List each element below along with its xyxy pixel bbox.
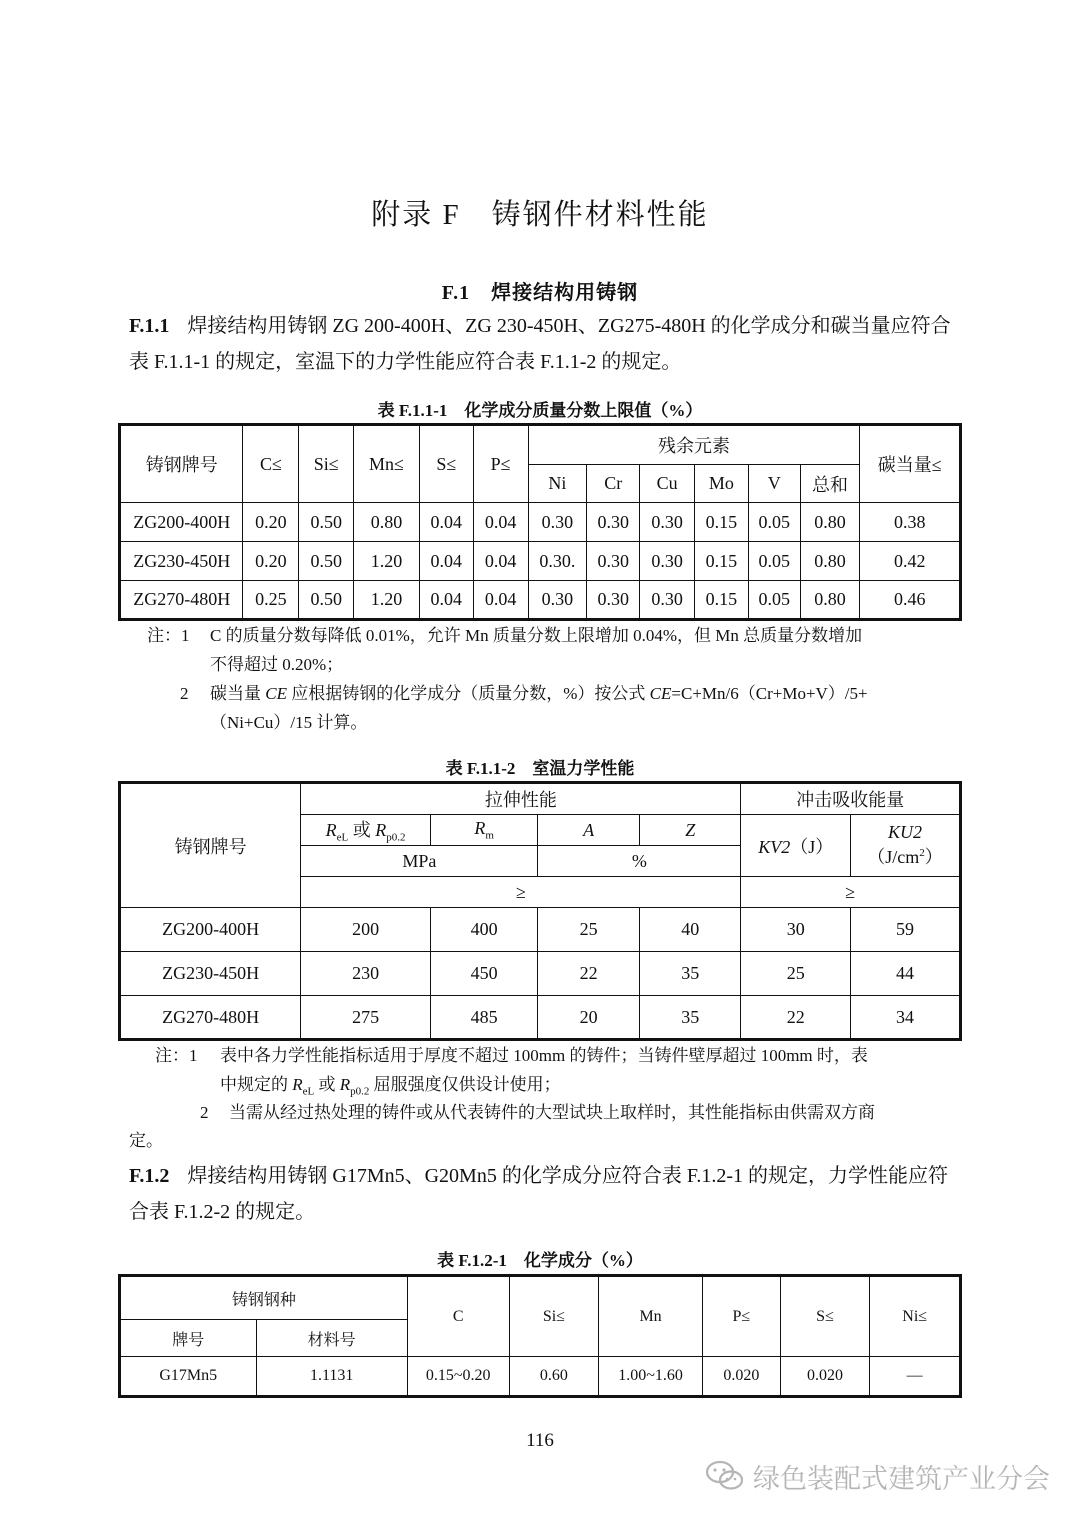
cell: 0.15 [694,581,748,620]
note-text: 应根据铸钢的化学成分（质量分数，%）按公式 [286,684,650,703]
ku2-unit: （J/cm [867,847,920,867]
r-symbol: R [339,1075,351,1094]
cell: 0.15 [694,503,748,542]
cell: 0.15 [694,542,748,581]
note-1-line-1: 表中各力学性能指标适用于厚度不超过 100mm 的铸件；当铸件壁厚超过 100mm 时，表 [220,1046,868,1065]
kv2-symbol: KV2 [758,836,791,857]
header-ni: Ni [528,465,587,503]
table-row [120,952,961,996]
table-caption: 表 F.1.1-1 化学成分质量分数上限值（%） [377,401,703,420]
note-2-line-2: （Ni+Cu）/15 计算。 [210,713,368,732]
cell: 0.05 [748,581,800,620]
header-kv2 [741,815,851,877]
header-a [538,815,640,846]
cell: 0.30 [528,503,587,542]
header-p: P≤ [702,1276,780,1357]
note-2-line-2: 定。 [129,1131,163,1150]
cell: 0.15~0.20 [407,1357,509,1397]
cell: 0.04 [419,542,473,581]
chemical-composition-table-2 [118,1274,962,1398]
header-steel-type: 铸钢钢种 [120,1276,408,1320]
cell: 34 [851,996,961,1040]
subscript: p0.2 [386,831,406,844]
cell: — [870,1357,961,1397]
cell: 0.30 [587,503,640,542]
page-title: 附录 F 铸钢件材料性能 [371,199,709,231]
header-mn: Mn [599,1276,703,1357]
clause-number: F.1.2 [129,1165,170,1187]
cell: 0.30 [587,542,640,581]
header-carbon-equivalent: 碳当量≤ [860,425,961,503]
table-row [120,1357,961,1397]
cell: 1.00~1.60 [599,1357,703,1397]
header-z [639,815,741,846]
clause-number: F.1.1 [129,315,170,337]
cell: 0.020 [702,1357,780,1397]
subscript: p0.2 [350,1085,370,1098]
header-grade: 铸钢牌号 [120,783,301,908]
r-symbol: R [325,820,337,841]
table-caption: 表 F.1.1-2 室温力学性能 [445,759,635,778]
table-row [120,581,961,620]
header-impact: 冲击吸收能量 [741,783,961,815]
header-mo: Mo [694,465,748,503]
cell: 0.30 [640,542,695,581]
cell: 0.50 [299,542,354,581]
cell: 0.20 [243,542,299,581]
r-symbol: R [474,818,486,839]
cell: 400 [430,908,538,952]
mechanical-properties-table [118,781,962,1041]
cell: 0.38 [860,503,961,542]
cell: 35 [639,996,741,1040]
note-text: 屈服强度仅供设计使用； [369,1075,561,1094]
header-c: C [407,1276,509,1357]
cell: 40 [639,908,741,952]
cell: 0.30 [528,581,587,620]
cell: 22 [741,996,851,1040]
cell: 0.05 [748,542,800,581]
table-row [120,503,961,542]
header-grade: 铸钢牌号 [120,425,243,503]
section-heading: F.1 焊接结构用铸钢 [441,282,639,304]
clause-f111 [129,308,959,380]
note-1-line-2: 不得超过 0.20%； [210,655,344,674]
cell: 59 [851,908,961,952]
header-tensile: 拉伸性能 [301,783,741,815]
cell: 25 [538,908,640,952]
cell: 0.50 [299,581,354,620]
subscript: m [485,829,494,842]
table-row [120,908,961,952]
ku2-unit-close: ） [924,847,943,867]
ku2-symbol: KU2 [888,822,923,842]
header-si: Si≤ [299,425,354,503]
header-sum: 总和 [800,465,860,503]
header-p: P≤ [473,425,528,503]
table-caption: 表 F.1.2-1 化学成分（%） [437,1251,643,1270]
cell: 1.1131 [256,1357,407,1397]
note-text: 中规定的 [220,1075,293,1094]
cell: 1.20 [354,542,420,581]
cell: 0.80 [354,503,420,542]
cell: 1.20 [354,581,420,620]
cell: 0.25 [243,581,299,620]
r-symbol: R [292,1075,303,1094]
header-grade: 牌号 [120,1320,257,1357]
clause-text: 焊接结构用铸钢 G17Mn5、G20Mn5 的化学成分应符合表 F.1.2-1 的规定，力学性能应符合表 F.1.2-2 的规定。 [129,1165,949,1223]
header-ge-tensile: ≥ [301,877,741,908]
note-1-line-1: C 的质量分数每降低 0.01%，允许 Mn 质量分数上限增加 0.04%，但 Mn 总质量分数增加 [210,626,863,645]
cell: G17Mn5 [120,1357,257,1397]
header-s: S≤ [780,1276,870,1357]
header-ku2 [851,815,961,877]
a-symbol: A [583,819,595,840]
header-cr: Cr [587,465,640,503]
clause-text: 焊接结构用铸钢 ZG 200-400H、ZG 230-450H、ZG275-480H 的化学成分和碳当量应符合表 F.1.1-1 的规定，室温下的力学性能应符合表 F.1.1-2 的规定。 [129,315,951,373]
chemical-composition-table [118,423,962,621]
cell: 0.020 [780,1357,870,1397]
cell: 20 [538,996,640,1040]
note-2-line-1 [210,679,868,708]
table-row [120,542,961,581]
subscript: eL [336,831,349,844]
cell: 0.80 [800,542,860,581]
cell: ZG230-450H [120,952,301,996]
note-prefix: 注：1 [147,626,190,645]
cell: 0.05 [748,503,800,542]
header-cu: Cu [640,465,695,503]
r-symbol: R [375,820,387,841]
page-number: 116 [526,1430,554,1451]
header-v: V [748,465,800,503]
or-text: 或 [314,1075,340,1094]
cell: 35 [639,952,741,996]
header-ni: Ni≤ [870,1276,961,1357]
cell: 0.20 [243,503,299,542]
z-symbol: Z [685,819,696,840]
ce-symbol: CE [649,684,672,703]
cell: ZG230-450H [120,542,243,581]
cell: ZG270-480H [120,996,301,1040]
header-s: S≤ [419,425,473,503]
cell: ZG200-400H [120,503,243,542]
note-2-number: 2 [200,1103,209,1122]
cell: 0.30. [528,542,587,581]
kv2-unit: （J） [790,836,834,857]
cell: ZG200-400H [120,908,301,952]
cell: ZG270-480H [120,581,243,620]
header-c: C≤ [243,425,299,503]
note-text: 碳当量 [210,684,266,703]
ce-symbol: CE [265,684,287,703]
table-row [120,996,961,1040]
header-rel-rp [301,815,430,846]
cell: 0.42 [860,542,961,581]
header-residual: 残余元素 [528,425,860,465]
cell: 0.46 [860,581,961,620]
note-prefix: 注：1 [155,1046,198,1065]
cell: 230 [301,952,430,996]
superscript: 2 [919,847,925,859]
cell: 25 [741,952,851,996]
cell: 0.60 [509,1357,599,1397]
cell: 0.04 [473,581,528,620]
cell: 30 [741,908,851,952]
header-material-number: 材料号 [256,1320,407,1357]
cell: 0.30 [587,581,640,620]
cell: 0.04 [419,503,473,542]
header-mn: Mn≤ [354,425,420,503]
header-ge-impact: ≥ [741,877,961,908]
note-formula: =C+Mn/6（Cr+Mo+V）/5+ [671,684,868,703]
or-text: 或 [348,820,376,841]
header-si: Si≤ [509,1276,599,1357]
header-mpa: MPa [301,846,538,877]
cell: 0.50 [299,503,354,542]
cell: 485 [430,996,538,1040]
cell: 200 [301,908,430,952]
cell: 0.04 [419,581,473,620]
watermark-text: 绿色装配式建筑产业分会 [753,1464,1050,1495]
note-2-line-1: 当需从经过热处理的铸件或从代表铸件的大型试块上取样时，其性能指标由供需双方商 [229,1103,875,1122]
cell: 0.80 [800,503,860,542]
cell: 0.80 [800,581,860,620]
cell: 44 [851,952,961,996]
cell: 275 [301,996,430,1040]
clause-f112 [129,1158,959,1230]
watermark [705,1453,1065,1499]
note-2-number: 2 [180,684,189,703]
header-percent: % [538,846,741,877]
cell: 0.04 [473,542,528,581]
cell: 22 [538,952,640,996]
cell: 0.30 [640,581,695,620]
wechat-icon [705,1459,745,1493]
cell: 0.04 [473,503,528,542]
subscript: eL [302,1085,315,1098]
cell: 450 [430,952,538,996]
header-rm [430,815,538,846]
cell: 0.30 [640,503,695,542]
